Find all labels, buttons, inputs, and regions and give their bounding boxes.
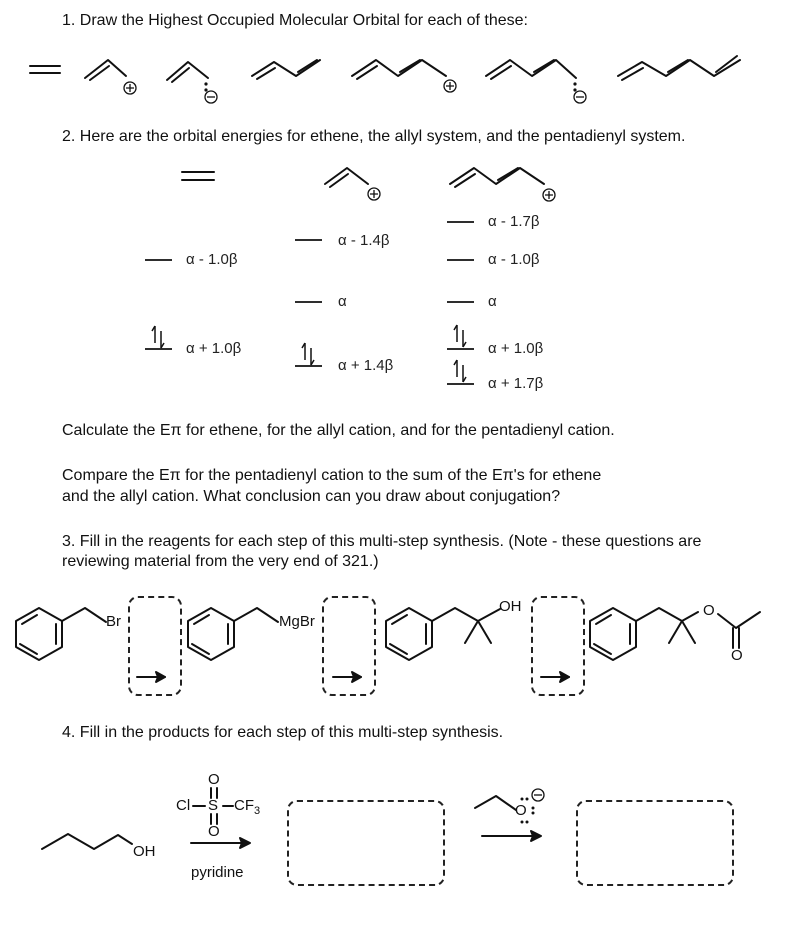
pentadienyl-level-label: α [488,293,497,310]
pentadienyl-level-label: α + 1.0β [488,340,544,357]
magnesium-bromide-label: MgBr [279,613,315,630]
question-3-line-2: reviewing material from the very end of 321.) [62,553,379,570]
ester-oxygen-label: O [703,602,715,619]
product-answer-box-1[interactable] [287,800,445,886]
pentadienyl-level-label: α - 1.7β [488,213,540,230]
sulfonyl-oxygen-bottom-label: O [208,823,220,840]
ethene-level-label: α + 1.0β [186,340,242,357]
chlorine-label: Cl [176,797,191,814]
compare-question-line-2: and the allyl cation. What conclusion can you draw about conjugation? [62,488,561,505]
question-1-text: 1. Draw the Highest Occupied Molecular Orbital for each of these: [62,12,528,29]
ethene-level-label: α - 1.0β [186,251,238,268]
compare-question-line-1: Compare the Eπ for the pentadienyl cation to the sum of the Eπ's for ethene [62,467,602,484]
carbonyl-oxygen-label: O [731,647,743,664]
negative-charge-icon [532,789,544,801]
hydroxyl-label: OH [133,843,156,860]
allyl-level-label: α - 1.4β [338,232,390,249]
sulfur-label: S [208,797,219,814]
product-answer-box-2[interactable] [576,800,734,886]
question-2-text: 2. Here are the orbital energies for ethene, the allyl system, and the pentadienyl system. [62,128,686,145]
pyridine-reagent-label: pyridine [191,864,244,881]
hydroxyl-label: OH [499,598,522,615]
trifluoromethyl-label: $CF_3$ [234,797,261,817]
allyl-level-label: α + 1.4β [338,357,394,374]
pentadienyl-level-label: α + 1.7β [488,375,544,392]
sulfonyl-oxygen-top-label: O [208,771,220,788]
pentadienyl-level-label: α - 1.0β [488,251,540,268]
allyl-level-label: α [338,293,347,310]
question-4-text: 4. Fill in the products for each step of this multi-step synthesis. [62,724,504,741]
question-3-line-1: 3. Fill in the reagents for each step of this multi-step synthesis. (Note - these questions are [62,533,702,550]
bromine-label: Br [106,613,121,630]
alkoxide-oxygen-label: O [515,802,527,819]
calculate-question-text: Calculate the Eπ for ethene, for the allyl cation, and for the pentadienyl cation. [62,422,615,439]
